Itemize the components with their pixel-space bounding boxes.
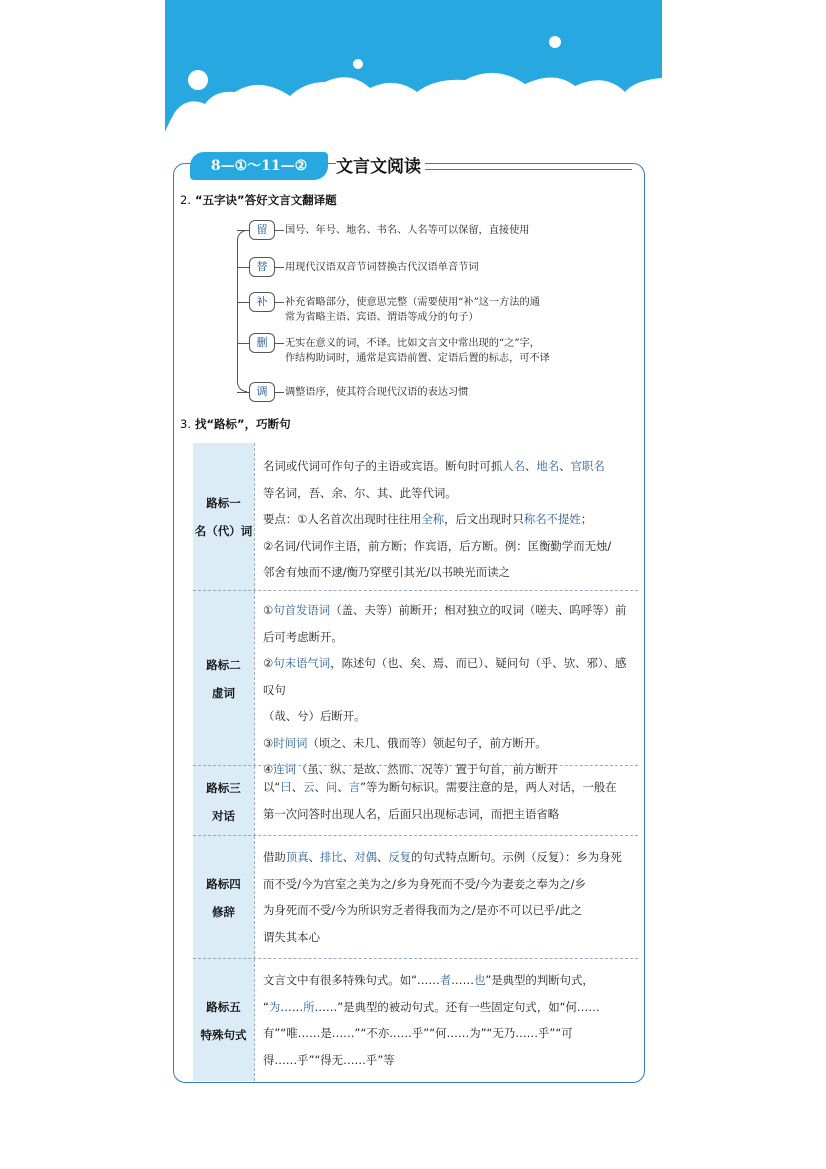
tree-desc-line: 作结构助词时，通常是宾语前置、定语后置的标志，可不译 bbox=[285, 353, 550, 364]
tree-key: 补 bbox=[249, 292, 275, 312]
row-label-line: 路标一 bbox=[206, 496, 241, 510]
tree-desc bbox=[285, 336, 605, 366]
tree-desc bbox=[285, 223, 605, 238]
tree-key: 留 bbox=[249, 220, 275, 240]
row-content-line bbox=[263, 801, 633, 828]
highlight-term: 称名不提姓 bbox=[523, 512, 581, 526]
highlight-term: 者 bbox=[439, 973, 452, 987]
highlight-term: 顶真 bbox=[285, 850, 309, 864]
highlight-term: 言 bbox=[348, 780, 361, 794]
table-row bbox=[193, 766, 638, 836]
highlight-term: 时间词 bbox=[273, 735, 308, 750]
five-word-tree bbox=[237, 218, 637, 408]
row-content-line bbox=[263, 559, 633, 586]
text-segment: …… bbox=[451, 973, 474, 987]
highlight-term: 地名 bbox=[536, 459, 560, 473]
row-content-line bbox=[263, 624, 633, 651]
tree-key: 替 bbox=[249, 257, 275, 277]
cloud-banner-graphic bbox=[165, 0, 662, 140]
text-segment: （虽、纵、是故、然而、况等）置于句首，前方断开 bbox=[296, 762, 559, 776]
row-content-line bbox=[263, 774, 633, 801]
section-number: 2. bbox=[180, 193, 191, 207]
row-content-line bbox=[263, 453, 633, 480]
tree-key: 删 bbox=[249, 333, 275, 353]
highlight-term: 问 bbox=[325, 780, 338, 794]
section-2-heading bbox=[180, 192, 337, 208]
section-title: 找“路标”，巧断句 bbox=[194, 417, 291, 431]
text-segment: ① bbox=[263, 603, 274, 617]
bubble-icon bbox=[188, 70, 208, 90]
text-segment: 借助 bbox=[263, 850, 286, 864]
row-content-line bbox=[263, 967, 633, 994]
section-number: 3. bbox=[180, 417, 191, 431]
table-row bbox=[193, 836, 638, 959]
text-segment: “ bbox=[263, 999, 269, 1014]
row-label-line: 修辞 bbox=[212, 905, 235, 919]
row-content-line bbox=[263, 480, 633, 507]
text-segment: 、 bbox=[291, 780, 304, 794]
text-segment: 、 bbox=[342, 850, 355, 864]
tree-desc-line: 无实在意义的词，不译。比如文言文中常出现的“之”字， bbox=[285, 338, 540, 349]
tree-desc-line: 国号、年号、地名、书名、人名等可以保留，直接使用 bbox=[285, 225, 530, 236]
text-segment: 后可考虑断开。 bbox=[263, 629, 343, 644]
row-content bbox=[263, 967, 633, 1073]
section-3-heading bbox=[180, 416, 291, 432]
text-segment: 、 bbox=[337, 780, 349, 794]
row-content-line bbox=[263, 1047, 633, 1074]
row-label-line: 路标二 bbox=[206, 658, 241, 672]
row-label-line: 名（代）词 bbox=[194, 524, 253, 538]
header-banner bbox=[165, 0, 662, 140]
row-label-line: 对话 bbox=[212, 809, 235, 823]
text-segment: （顷之、未几、俄而等）领起句子，前方断开。 bbox=[307, 735, 547, 750]
text-segment: 得……乎”“得无……乎”等 bbox=[263, 1052, 395, 1067]
text-segment: （哉、兮）后断开。 bbox=[263, 709, 366, 723]
text-segment: 谓失其本心 bbox=[263, 929, 320, 944]
highlight-term: 曰 bbox=[280, 780, 292, 794]
highlight-term: 官职名 bbox=[570, 459, 605, 473]
title-underline bbox=[420, 169, 632, 170]
text-segment: 有”“唯……是……”“不亦……乎”“何……为”“无乃……乎”“可 bbox=[263, 1026, 573, 1040]
row-content bbox=[263, 597, 633, 783]
text-segment: 邻舍有烛而不逮/衡乃穿壁引其光/以书映光而读之 bbox=[263, 565, 510, 579]
row-content-line bbox=[263, 533, 633, 560]
table-row bbox=[193, 959, 638, 1081]
text-segment: 名词或代词可作句子的主语或宾语。断句时可抓 bbox=[263, 459, 503, 473]
bubble-icon bbox=[353, 59, 363, 69]
text-segment: ② bbox=[263, 656, 274, 670]
row-content-line bbox=[263, 897, 633, 924]
row-label-cell bbox=[193, 836, 254, 959]
bubble-icon bbox=[549, 36, 561, 48]
highlight-term: 为 bbox=[268, 999, 281, 1014]
row-label-cell bbox=[193, 959, 254, 1081]
text-segment: 的句式特点断句。示例（反复）：乡为身死 bbox=[411, 850, 622, 864]
highlight-term: 云 bbox=[303, 780, 315, 794]
row-label-line: 特殊句式 bbox=[200, 1028, 247, 1042]
text-segment: ……”是典型的被动句式。还有一些固定句式，如“何…… bbox=[314, 999, 600, 1014]
tree-key: 调 bbox=[249, 382, 275, 402]
page-title: 文言文阅读 bbox=[336, 154, 425, 180]
text-segment: （盖、夫等）前断开；相对独立的叹词（嗟夫、呜呼等）前 bbox=[330, 603, 627, 617]
row-content bbox=[263, 774, 633, 827]
highlight-term: 连词 bbox=[273, 762, 297, 776]
highlight-term: 句末语气词 bbox=[273, 656, 331, 670]
text-segment: ”等为断句标识。需要注意的是，两人对话，一般在 bbox=[360, 780, 617, 794]
text-segment: ④ bbox=[263, 762, 274, 776]
text-segment: ，后文出现时只 bbox=[444, 512, 524, 526]
row-content-line bbox=[263, 597, 633, 624]
text-segment: 而不受/今为宫室之美为之/乡为身死而不受/今为妻妾之奉为之/乡 bbox=[263, 876, 586, 891]
text-segment: 文言文中有很多特殊句式。如“…… bbox=[263, 973, 440, 987]
text-segment: 、 bbox=[314, 780, 326, 794]
row-label-line: 路标五 bbox=[206, 1000, 241, 1014]
row-label-cell bbox=[193, 443, 254, 591]
table-row bbox=[193, 443, 638, 591]
text-segment: ③ bbox=[263, 735, 274, 750]
highlight-term: 也 bbox=[473, 973, 486, 987]
text-segment: 、 bbox=[559, 459, 571, 473]
text-segment: ”是典型的判断句式， bbox=[485, 973, 594, 987]
tree-desc-line: 用现代汉语双音节词替换古代汉语单音节词 bbox=[285, 262, 479, 273]
text-segment: 、 bbox=[377, 850, 389, 864]
highlight-term: 反复 bbox=[388, 850, 412, 864]
text-segment: 要点：①人名首次出现时往往用 bbox=[263, 512, 422, 526]
row-content-line bbox=[263, 924, 633, 951]
highlight-term: 所 bbox=[303, 999, 315, 1014]
text-segment: 为身死而不受/今为所识穷乏者得我而为之/是亦不可以已乎/此之 bbox=[263, 903, 583, 917]
highlight-term: 全称 bbox=[421, 512, 445, 526]
row-content-line bbox=[263, 1020, 633, 1047]
tree-bracket bbox=[237, 230, 247, 392]
text-segment: …… bbox=[280, 999, 304, 1014]
tree-desc bbox=[285, 385, 605, 400]
table-row bbox=[193, 591, 638, 776]
text-segment: ，陈述句（也、矣、焉、而已）、疑问句（乎、欤、邪）、感叹句 bbox=[263, 656, 627, 697]
row-label-line: 路标三 bbox=[206, 781, 241, 795]
text-segment: 第一次问答时出现人名，后面只出现标志词，而把主语省略 bbox=[263, 806, 560, 821]
text-segment: 、 bbox=[308, 850, 320, 864]
tree-desc-line: 常为省略主语、宾语、谓语等成分的句子） bbox=[285, 312, 479, 323]
tree-desc-line: 补充省略部分，使意思完整（需要使用“补”这一方法的通 bbox=[285, 297, 540, 308]
row-content-line bbox=[263, 650, 633, 703]
text-segment: 等名词，吾、余、尔、其、此等代词。 bbox=[263, 485, 457, 500]
row-label-cell bbox=[193, 766, 254, 836]
tree-desc bbox=[285, 295, 605, 325]
row-content-line bbox=[263, 994, 633, 1021]
row-content-line bbox=[263, 844, 633, 871]
row-content bbox=[263, 844, 633, 950]
row-content-line bbox=[263, 506, 633, 533]
row-content-line bbox=[263, 730, 633, 757]
row-label-cell bbox=[193, 591, 254, 766]
text-segment: ； bbox=[580, 512, 593, 526]
section-title: “五字诀”答好文言文翻译题 bbox=[194, 193, 337, 207]
row-content-line bbox=[263, 871, 633, 898]
text-segment: ②名词/代词作主语，前方断；作宾语，后方断。例：匡衡勤学而无烛/ bbox=[263, 538, 612, 553]
tree-desc bbox=[285, 260, 605, 275]
row-label-line: 路标四 bbox=[206, 877, 241, 891]
highlight-term: 人名 bbox=[502, 459, 526, 473]
row-label-line: 虚词 bbox=[212, 686, 235, 700]
tree-desc-line: 调整语序，使其符合现代汉语的表达习惯 bbox=[285, 387, 469, 398]
text-segment: 以“ bbox=[263, 780, 281, 794]
text-segment: 、 bbox=[525, 459, 537, 473]
row-content bbox=[263, 453, 633, 586]
row-content-line bbox=[263, 703, 633, 730]
highlight-term: 句首发语词 bbox=[273, 603, 331, 617]
lesson-code-badge: 8—①～11—② bbox=[190, 152, 328, 180]
highlight-term: 对偶 bbox=[354, 850, 377, 864]
highlight-term: 排比 bbox=[320, 850, 343, 864]
